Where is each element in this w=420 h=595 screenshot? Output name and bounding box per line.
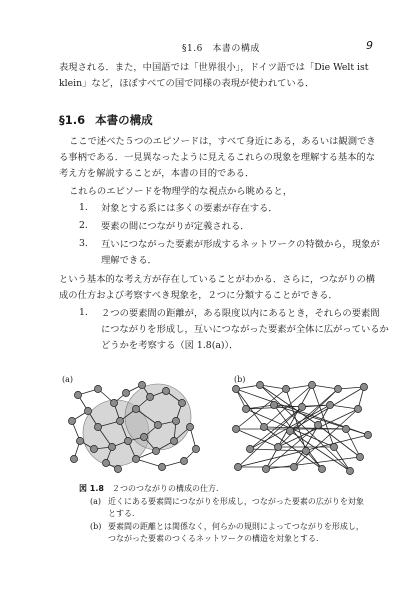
list-item-text: 要素の間につながりが定義される． <box>101 221 250 232</box>
intro-line-1: 表現される．また，中国語では「世界很小」，ドイツ語では「Die Welt ist <box>59 62 369 73</box>
network-node <box>94 385 101 392</box>
list2-item-number: 1. <box>79 307 88 318</box>
network-node <box>172 417 179 424</box>
network-node <box>232 425 239 432</box>
network-node <box>326 401 333 408</box>
network-node <box>154 421 161 428</box>
network-node <box>360 383 367 390</box>
network-node <box>364 431 371 438</box>
network-node <box>76 437 83 444</box>
para2-line: これらのエピソードを物理学的な視点から眺めると， <box>69 186 293 197</box>
section-title: 本書の構成 <box>95 113 153 127</box>
intro-line-2: klein」など，ほぼすべての国で同様の表現が使われている． <box>59 78 315 89</box>
network-node <box>84 407 91 414</box>
network-node <box>138 381 145 388</box>
network-node <box>162 387 169 394</box>
panel-label-a: (a) <box>62 375 74 384</box>
network-node <box>178 399 185 406</box>
network-node <box>356 453 363 460</box>
network-node <box>116 417 123 424</box>
figure-1-8 <box>58 375 376 475</box>
para1-line-1: ここで述べた５つのエピソードは，すべて身近にある，あるいは観測でき <box>69 136 376 147</box>
para1-line-3: 考え方を解説することが，本書の目的である． <box>59 168 255 179</box>
network-node <box>124 437 131 444</box>
network-node <box>68 417 75 424</box>
panel-label-b: (b) <box>234 375 246 384</box>
network-node <box>186 423 193 430</box>
network-node <box>256 381 263 388</box>
list2-line-2: につながりを形成し，互いにつながった要素が全体に広がっているか <box>101 324 389 335</box>
network-node <box>262 465 269 472</box>
network-node <box>314 421 321 428</box>
page-number: 9 <box>366 39 373 52</box>
list-item-number: 2. <box>79 220 88 231</box>
list-item-text: 対象とする系には多くの要素が存在する． <box>101 203 278 214</box>
network-node <box>132 405 139 412</box>
network-edge <box>278 389 338 447</box>
network-node <box>170 437 177 444</box>
network-node <box>146 393 153 400</box>
network-node <box>70 455 77 462</box>
network-node <box>108 443 115 450</box>
network-node <box>234 463 241 470</box>
list-item-continuation: 理解できる． <box>101 255 157 266</box>
network-node <box>114 465 121 472</box>
network-node <box>282 385 289 392</box>
para1-line-2: る事柄である．一見異なったように見えるこれらの現象を理解する基本的な <box>59 152 376 163</box>
network-diagram-b <box>226 375 376 475</box>
network-node <box>286 427 293 434</box>
figure-caption-title: ２つのつながりの構成の仕方． <box>111 484 224 493</box>
list2-line-1: ２つの要素間の距離が，ある限度以内にあるとき，それらの要素間 <box>101 308 380 319</box>
network-node <box>192 445 199 452</box>
caption-b-line-2: つながった要素のつくるネットワークの構造を対象とする． <box>108 534 324 543</box>
network-node <box>140 433 147 440</box>
network-node <box>346 467 353 474</box>
network-node <box>102 459 109 466</box>
list-item-number: 1. <box>79 202 88 213</box>
section-number: §1.6 <box>59 113 86 127</box>
network-node <box>242 405 249 412</box>
network-node <box>354 405 361 412</box>
list-item-text: 互いにつながった要素が形成するネットワークの特徴から，現象が <box>101 239 380 250</box>
network-node <box>180 457 187 464</box>
list-item-number: 3. <box>79 238 88 249</box>
network-node <box>110 399 117 406</box>
network-node <box>334 385 341 392</box>
network-node <box>232 385 239 392</box>
network-edge <box>330 405 358 409</box>
caption-mark-a: (a) <box>90 497 102 506</box>
network-node <box>298 403 305 410</box>
network-edge <box>346 429 360 457</box>
network-node <box>290 463 297 470</box>
network-node <box>270 401 277 408</box>
network-node <box>308 381 315 388</box>
network-node <box>302 447 309 454</box>
caption-a-line-1: 近くにある要素間につながりを形成し，つながった要素の広がりを対象 <box>108 497 364 506</box>
figure-caption <box>79 483 224 495</box>
figure-number: 図 1.8 <box>79 484 104 493</box>
caption-mark-b: (b) <box>90 522 102 531</box>
para3-line-1: という基本的な考え方が存在していることがわかる．さらに，つながりの構 <box>59 274 376 285</box>
network-edge <box>136 459 162 467</box>
network-node <box>152 447 159 454</box>
network-node <box>318 465 325 472</box>
network-node <box>132 455 139 462</box>
network-node <box>342 425 349 432</box>
network-node <box>90 445 97 452</box>
network-node <box>122 389 129 396</box>
network-diagram-a <box>58 375 208 475</box>
network-node <box>74 391 81 398</box>
para3-line-2: 成の仕方および考察すべき現象を，２つに分類することができる． <box>59 290 338 301</box>
caption-a-line-2: とする． <box>108 509 140 518</box>
section-heading <box>59 112 153 128</box>
network-node <box>94 423 101 430</box>
network-node <box>260 423 267 430</box>
list2-line-3: どうかを考察する（図 1.8(a)）． <box>101 340 239 351</box>
running-header <box>0 40 420 54</box>
network-node <box>246 445 253 452</box>
network-node <box>330 443 337 450</box>
network-node <box>274 443 281 450</box>
caption-b-line-1: 要素間の距離とは関係なく，何らかの規則によってつながりを形成し， <box>108 522 364 531</box>
running-title: §1.6 本書の構成 <box>182 44 260 54</box>
network-node <box>158 463 165 470</box>
